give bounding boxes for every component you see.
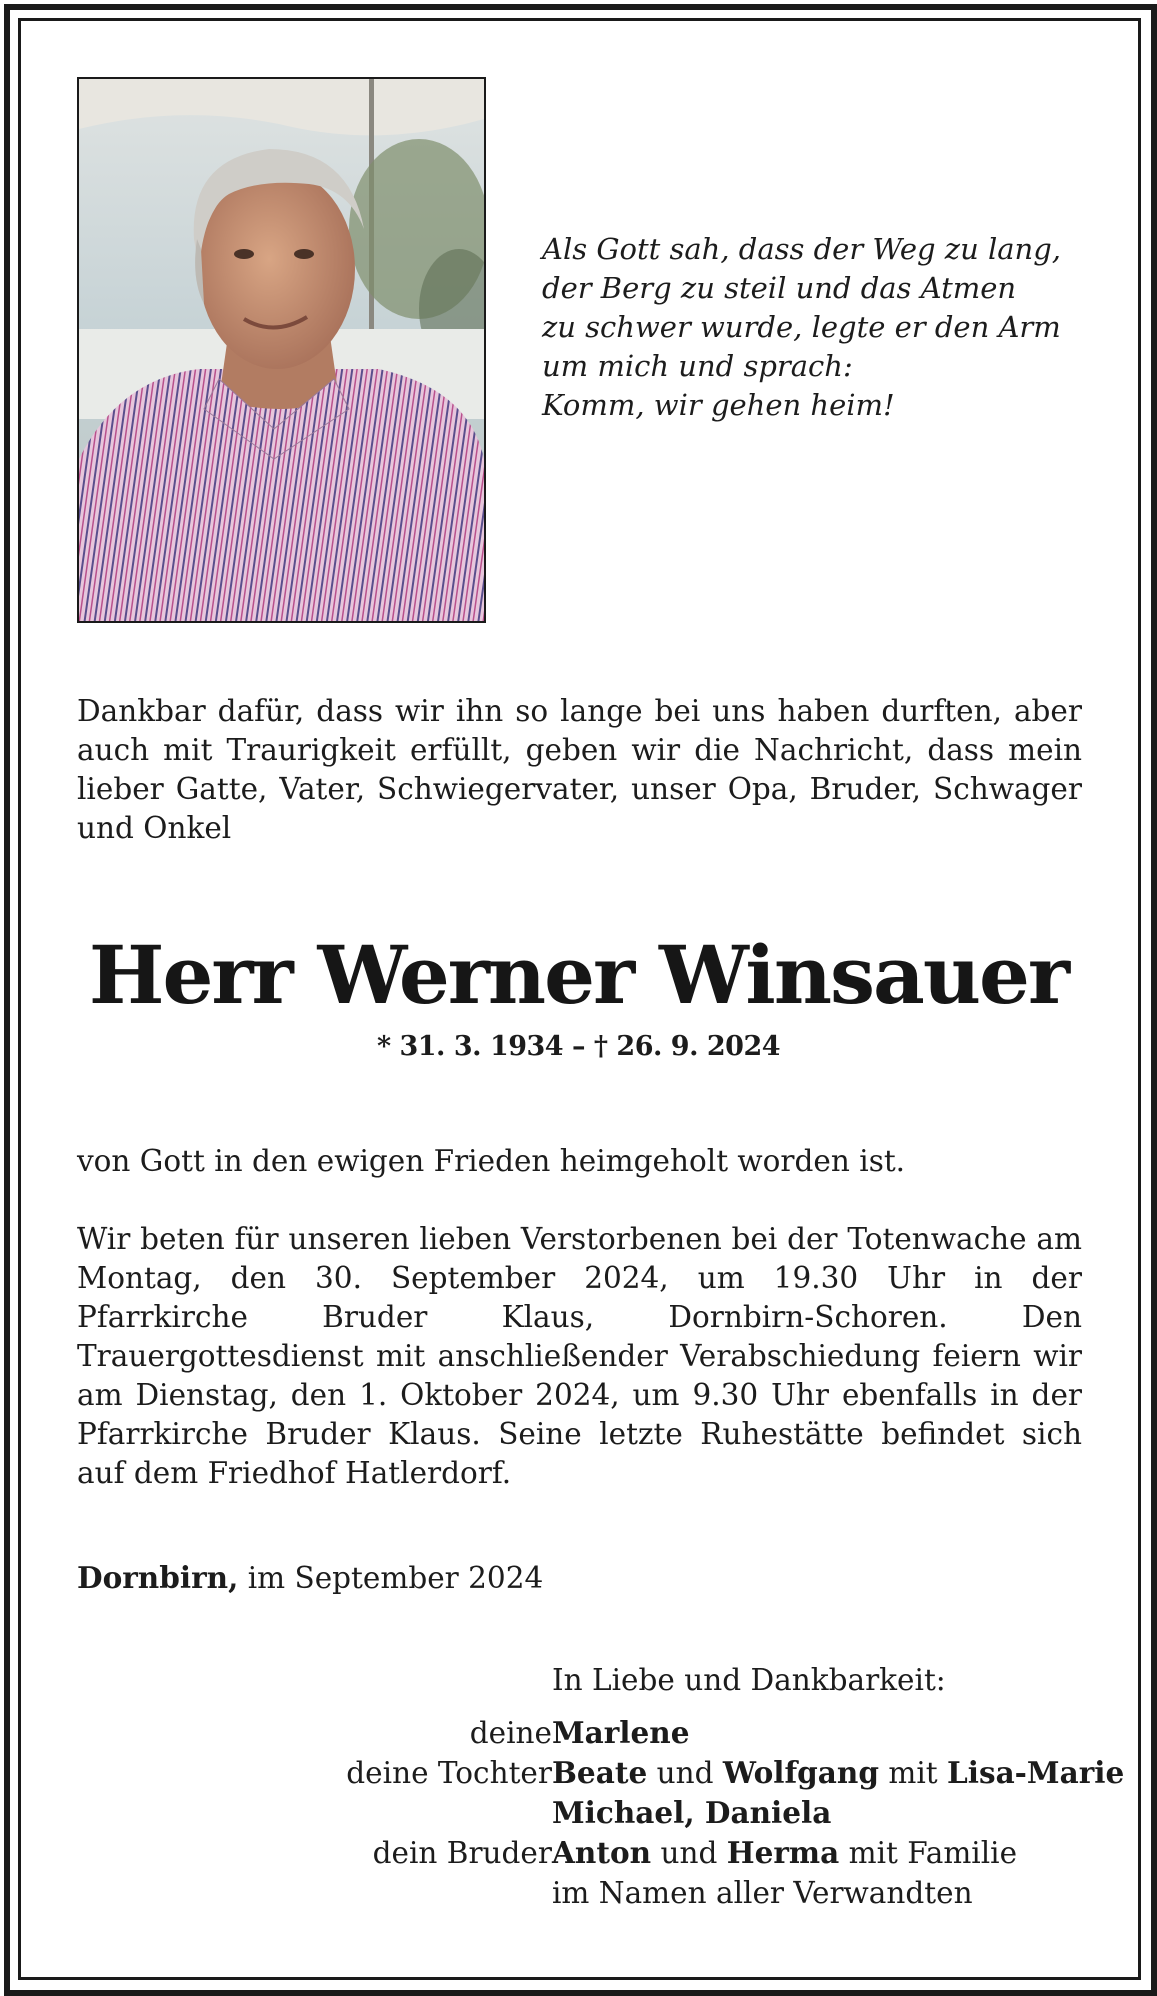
family-connector: und [647,1756,723,1790]
family-connector: mit Familie [839,1836,1018,1870]
family-row [0,1833,1157,1873]
signature-heading: In Liebe und Dankbarkeit: [552,1663,946,1697]
family-prefix: deine [469,1716,552,1750]
intro-paragraph: Dankbar dafür, dass wir ihn so lange bei uns haben durften, aber auch mit Traurigkeit erfüllt, geben wir die Nachricht, dass mein lieber Gatte, Vater, Schwiegervater, unser Opa, Bruder, Schwager und Onkel [77,694,1082,845]
family-name: Lisa-Marie [947,1755,1125,1790]
family-connector: und [651,1836,727,1870]
life-dates: * 31. 3. 1934 – † 26. 9. 2024 [376,1031,781,1062]
portrait-photo [77,77,486,623]
place-date [77,1558,543,1598]
family-names [552,1833,1017,1873]
family-name: Michael, Daniela [552,1795,832,1830]
heimgeholt-paragraph: von Gott in den ewigen Frieden heimgeholt worden ist. [77,1144,906,1178]
poem-line: um mich und sprach: [542,349,853,383]
family-name: Marlene [552,1715,690,1750]
family-name: Beate [552,1755,648,1790]
family-name: Anton [552,1835,652,1870]
family-closing: im Namen aller Verwandten [552,1876,973,1910]
place-city: Dornbirn, [77,1560,239,1595]
family-row [0,1713,1157,1753]
family-names [552,1793,831,1833]
family-row [0,1753,1157,1793]
family-list [0,1713,1157,1913]
deceased-name: Herr Werner Winsauer [88,928,1069,1022]
family-names [552,1753,1124,1793]
poem-line: der Berg zu steil und das Atmen [542,271,1017,305]
family-row [0,1793,1157,1833]
family-connector: mit [878,1756,948,1790]
place-month: im September 2024 [238,1561,544,1595]
poem-line: Als Gott sah, dass der Weg zu lang, [542,232,1061,266]
poem-line: zu schwer wurde, legte er den Arm [542,310,1061,344]
family-name: Herma [726,1835,840,1870]
family-name: Wolfgang [722,1755,879,1790]
ceremony-paragraph: Wir beten für unseren lieben Verstorbenen bei der Totenwache am Montag, den 30. September 2024, um 19.30 Uhr in der Pfarrkirche Bruder Klaus, Dornbirn-Schoren. Den Trauergottesdienst mit anschließender Verabschiedung feiern wir am Dienstag, den 1. Oktober 2024, um 9.30 Uhr ebenfalls in der Pfarrkirche Bruder Klaus. Seine letzte Ruhestätte befindet sich auf dem Friedhof Hatlerdorf. [77,1222,1082,1490]
family-prefix: dein Bruder [372,1836,552,1870]
family-prefix: deine Tochter [346,1756,552,1790]
poem-quote [542,230,1102,425]
family-row [0,1873,1157,1913]
poem-line: Komm, wir gehen heim! [542,388,895,422]
family-names [552,1713,690,1753]
